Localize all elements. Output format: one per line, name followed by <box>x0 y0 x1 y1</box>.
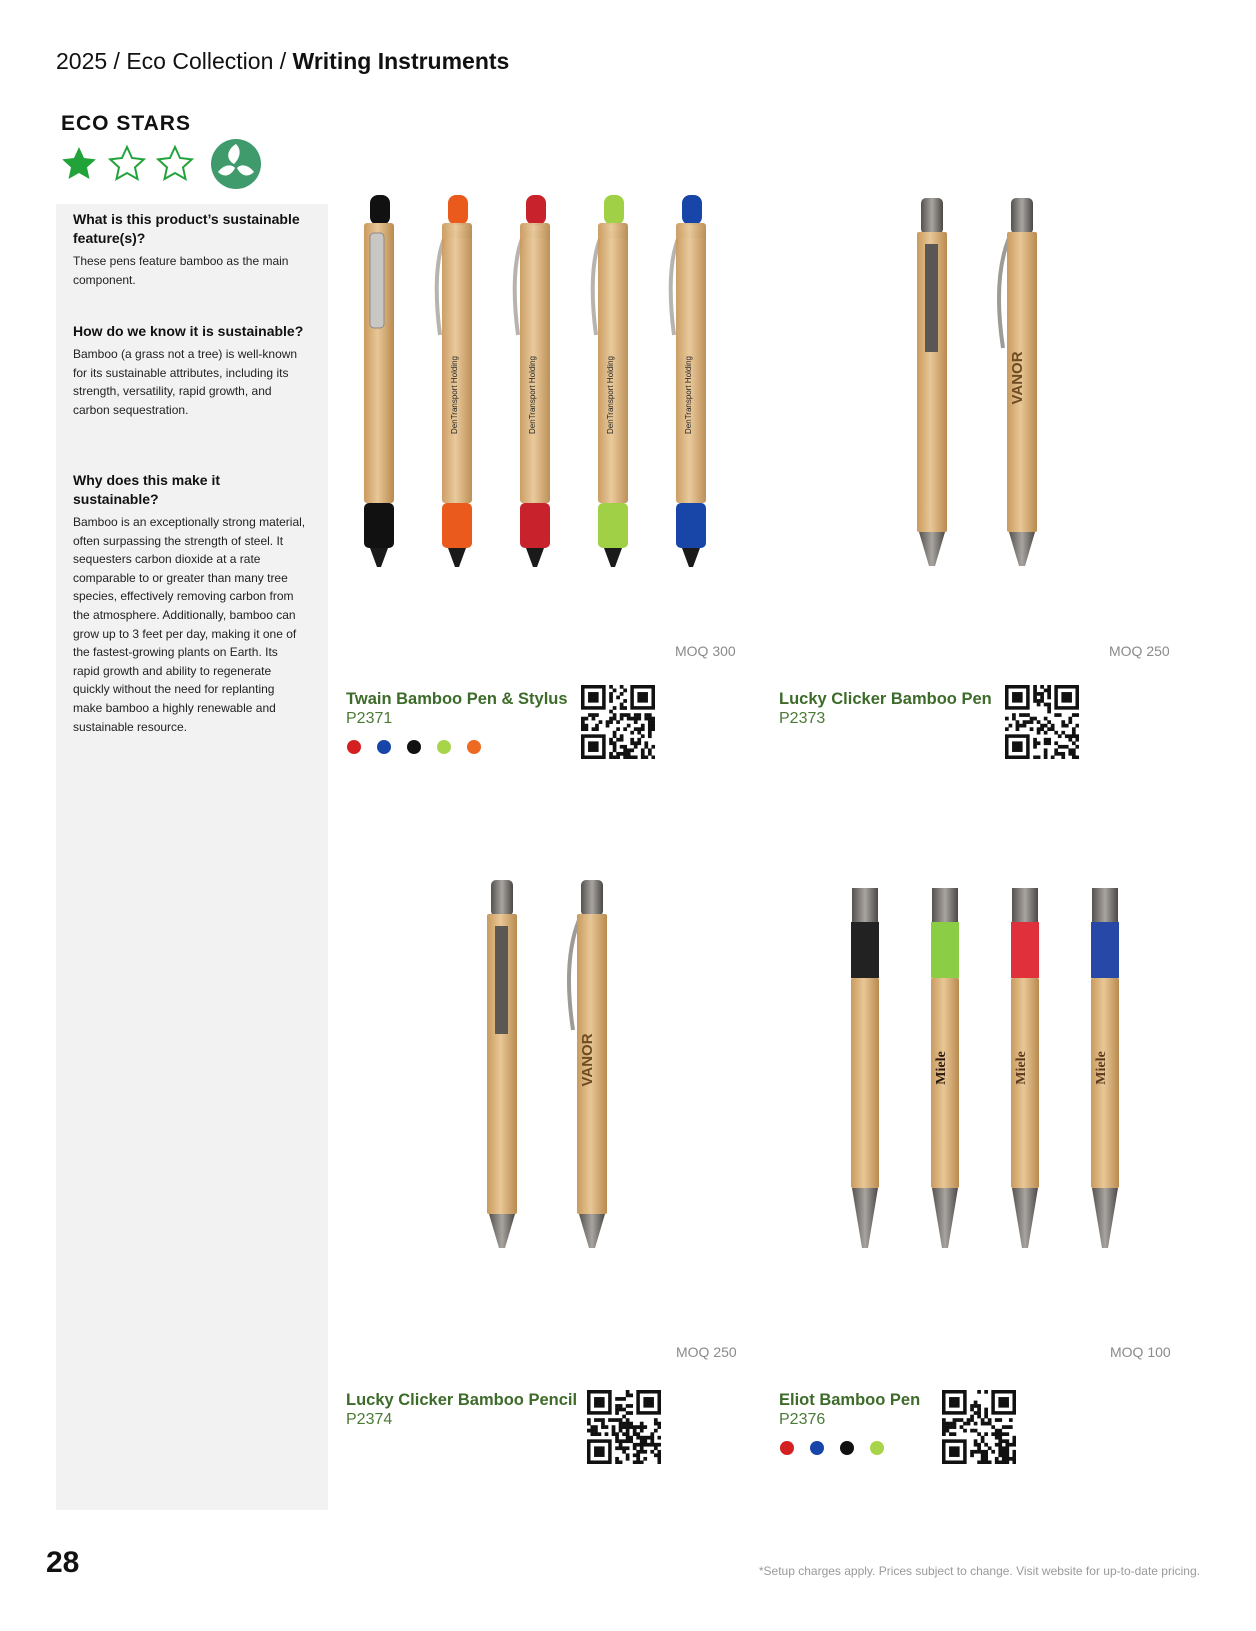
eliot-pen-black <box>851 888 879 1248</box>
svg-text:DenTransport Holding: DenTransport Holding <box>684 356 693 434</box>
star-outline-icon <box>154 144 196 184</box>
faq-item <box>73 471 307 736</box>
product-code: P2373 <box>779 710 826 727</box>
pencil-side <box>569 880 607 1248</box>
color-swatch-orange[interactable] <box>467 740 481 754</box>
color-swatch-green[interactable] <box>870 1441 884 1455</box>
lucky-clicker-pen-image[interactable] <box>915 198 1055 588</box>
pen-black <box>364 195 394 567</box>
twain-pen-image[interactable] <box>340 195 730 585</box>
svg-text:VANOR: VANOR <box>1009 351 1026 405</box>
qr-code[interactable] <box>1005 685 1079 759</box>
color-swatch-blue[interactable] <box>810 1441 824 1455</box>
moq-label: MOQ 100 <box>1110 1344 1171 1360</box>
qr-code[interactable] <box>587 1390 661 1464</box>
pen-front <box>917 198 947 566</box>
svg-text:DenTransport Holding: DenTransport Holding <box>450 356 459 434</box>
eco-star-rating <box>58 144 196 184</box>
svg-text:Miele: Miele <box>934 1051 949 1085</box>
color-swatches <box>347 740 481 754</box>
product-name[interactable]: Lucky Clicker Bamboo Pencil <box>346 1391 578 1409</box>
eliot-pen-green <box>931 888 959 1248</box>
product-name[interactable]: Twain Bamboo Pen & Stylus <box>346 690 568 708</box>
faq-question: How do we know it is sustainable? <box>73 323 304 339</box>
svg-text:Miele: Miele <box>1094 1051 1109 1085</box>
product-code: P2371 <box>346 710 393 727</box>
faq-answer: Bamboo (a grass not a tree) is well-known for its sustainable attributes, including its strength, versatility, rapid growth, and carbon sequestration. <box>73 347 298 417</box>
color-swatch-red[interactable] <box>780 1441 794 1455</box>
moq-label: MOQ 250 <box>1109 643 1170 659</box>
pencil-front <box>487 880 517 1248</box>
eco-stars-title: ECO STARS <box>61 112 191 135</box>
pen-green <box>593 195 628 567</box>
color-swatch-black[interactable] <box>840 1441 854 1455</box>
faq-answer: These pens feature bamboo as the main component. <box>73 254 289 287</box>
color-swatches <box>780 1441 884 1455</box>
svg-text:Miele: Miele <box>1014 1051 1029 1085</box>
pen-side <box>999 198 1037 566</box>
pen-orange <box>437 195 472 567</box>
qr-code[interactable] <box>581 685 655 759</box>
color-swatch-black[interactable] <box>407 740 421 754</box>
faq-item <box>73 210 307 289</box>
faq-question: Why does this make it sustainable? <box>73 472 221 507</box>
page-number: 28 <box>46 1546 80 1579</box>
pen-blue <box>671 195 706 567</box>
pen-red <box>515 195 550 567</box>
eliot-pen-blue <box>1091 888 1119 1248</box>
recycle-leaf-icon <box>210 138 262 195</box>
breadcrumb-current: Writing Instruments <box>292 48 510 74</box>
product-name[interactable]: Eliot Bamboo Pen <box>779 1391 921 1409</box>
moq-label: MOQ 250 <box>676 1344 737 1360</box>
eliot-pen-image[interactable] <box>848 888 1138 1273</box>
qr-code[interactable] <box>942 1390 1016 1464</box>
star-filled-icon <box>58 144 100 184</box>
breadcrumb: 2025 / Eco Collection / Writing Instruments <box>56 48 510 74</box>
eliot-pen-red <box>1011 888 1039 1248</box>
color-swatch-green[interactable] <box>437 740 451 754</box>
product-name[interactable]: Lucky Clicker Bamboo Pen <box>779 690 992 708</box>
footer-note: *Setup charges apply. Prices subject to change. Visit website for up-to-date pricing. <box>758 1564 1200 1578</box>
svg-text:VANOR: VANOR <box>579 1033 596 1087</box>
faq-item <box>73 322 307 419</box>
lucky-clicker-pencil-image[interactable] <box>485 880 625 1270</box>
moq-label: MOQ 300 <box>675 643 736 659</box>
breadcrumb-section[interactable]: Eco Collection <box>126 48 274 74</box>
product-code: P2376 <box>779 1411 826 1428</box>
faq-question: What is this product’s sustainable feature(s)? <box>73 211 300 246</box>
breadcrumb-year[interactable]: 2025 <box>56 48 108 74</box>
svg-text:DenTransport Holding: DenTransport Holding <box>606 356 615 434</box>
color-swatch-blue[interactable] <box>377 740 391 754</box>
faq-answer: Bamboo is an exceptionally strong material, often surpassing the strength of steel. It sequesters carbon dioxide at a rate comparable to or greater than many tree species, effectively removing carbon from the atmosphere. Additionally, bamboo can grow up to 3 feet per day, making it one of the fastest-growing plants on Earth. Its rapid growth and ability to regenerate quickly without the need for replanting make bamboo a highly renewable and sustainable resource. <box>73 515 306 734</box>
color-swatch-red[interactable] <box>347 740 361 754</box>
star-outline-icon <box>106 144 148 184</box>
svg-text:DenTransport Holding: DenTransport Holding <box>528 356 537 434</box>
product-code: P2374 <box>346 1411 393 1428</box>
